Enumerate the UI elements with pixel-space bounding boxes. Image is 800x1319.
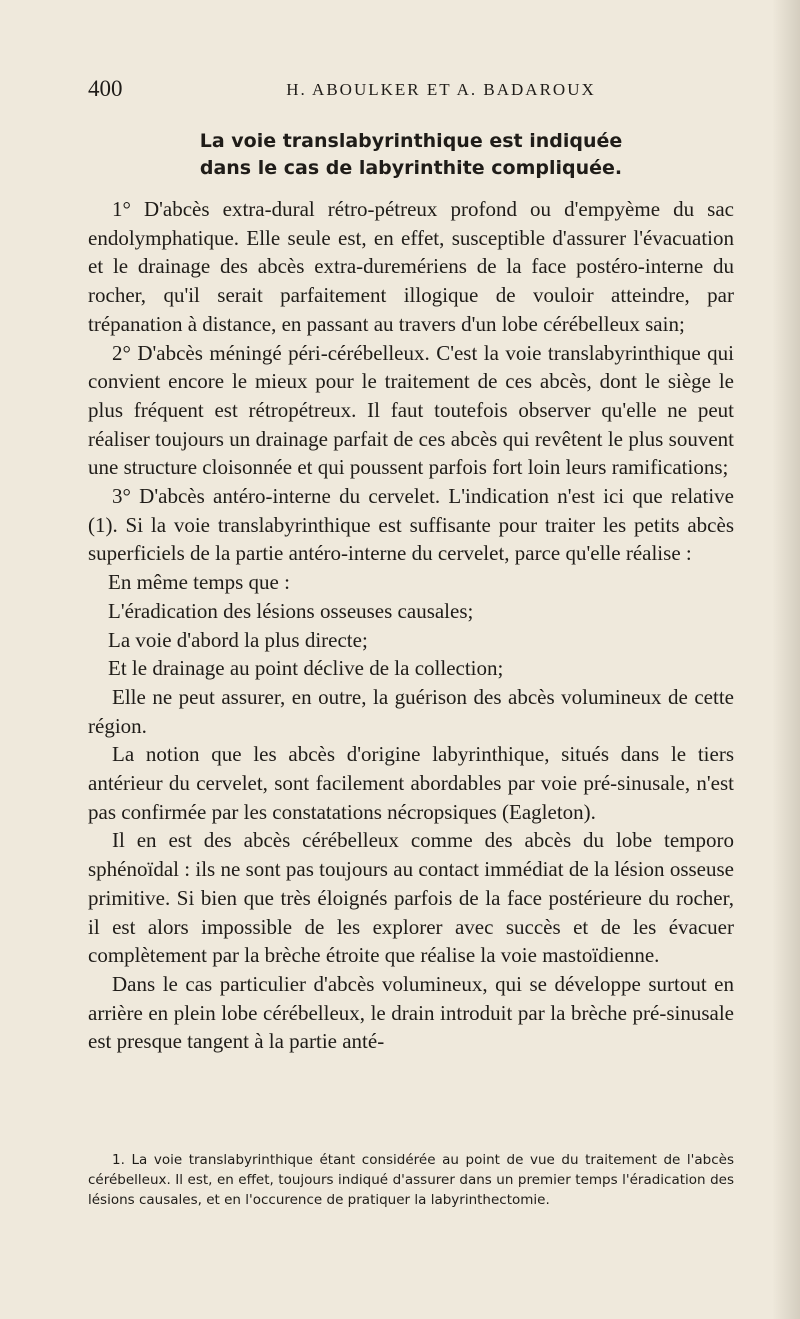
paragraph-7: Dans le cas particulier d'abcès volumineux, qui se développe surtout en arrière en plein lobe cérébelleux, le drain introduit par la brèche pré-sinusale est presque tangent à la partie anté- [88, 971, 734, 1054]
paragraph-4: Elle ne peut assurer, en outre, la guérison des abcès volumineux de cette région. [88, 684, 734, 738]
paragraph-3: 3° D'abcès antéro-interne du cervelet. L'indication n'est ici que relative (1). Si la voie translabyrinthique est suffisante pour traiter les petits abcès superficiels de la partie antéro-interne du cervelet, parce qu'elle réalise : [88, 484, 734, 566]
paragraph-2: 2° D'abcès méningé péri-cérébelleux. C'est la voie translabyrinthique qui convient encore le mieux pour le traitement de ces abcès, dont le siège le plus fréquent est rétropétreux. Il faut toutefois observer qu'elle ne peut réaliser toujours un drainage parfait de ces abcès qui revêtent le plus souvent une structure cloisonnée et qui poussent parfois fort loin leurs ramifications; [88, 340, 734, 480]
page-number: 400 [88, 76, 123, 101]
heading-line-2: dans le cas de labyrinthite compliquée. [199, 157, 623, 179]
page-edge-shadow [772, 0, 800, 1319]
page-header [88, 76, 734, 106]
heading-line-1: La voie translabyrinthique est indiquée [199, 130, 623, 152]
list-item: Et le drainage au point déclive de la collection; [108, 656, 504, 681]
list-item: En même temps que : [108, 570, 290, 595]
running-head: H. ABOULKER ET A. BADAROUX [286, 80, 596, 99]
list-item: La voie d'abord la plus directe; [108, 627, 368, 652]
body-text [88, 195, 734, 1056]
paragraph-1: 1° D'abcès extra-dural rétro-pétreux profond ou d'empyème du sac endolymphatique. Elle seule est, en effet, susceptible d'assurer l'évacuation et le drainage des abcès extra-duremériens de la face postéro-interne du rocher, qu'il serait parfaitement illogique de vouloir atteindre, par trépanation à distance, en passant au travers d'un lobe cérébelleux sain; [88, 197, 734, 336]
list-item: L'éradication des lésions osseuses causales; [108, 598, 474, 623]
section-heading [88, 128, 734, 182]
footnote: 1. La voie translabyrinthique étant considérée au point de vue du traitement de l'abcès cérébelleux. Il est, en effet, toujours indiqué d'assurer dans un premier temps l'éradication des lésions causales, et en l'occurence de pratiquer la labyrinthectomie. [88, 1152, 734, 1208]
paragraph-6: Il en est des abcès cérébelleux comme des abcès du lobe temporo sphénoïdal : ils ne sont pas toujours au contact immédiat de la lésion osseuse primitive. Si bien que très éloignés parfois de la face postérieure du rocher, il est alors impossible de les explorer avec succès et de les évacuer complètement par la brèche étroite que réalise la voie mastoïdienne. [88, 828, 734, 968]
paragraph-5: La notion que les abcès d'origine labyrinthique, situés dans le tiers antérieur du cervelet, sont facilement abordables par voie pré-sinusale, n'est pas confirmée par les constatations nécropsiques (Eagleton). [88, 742, 734, 824]
